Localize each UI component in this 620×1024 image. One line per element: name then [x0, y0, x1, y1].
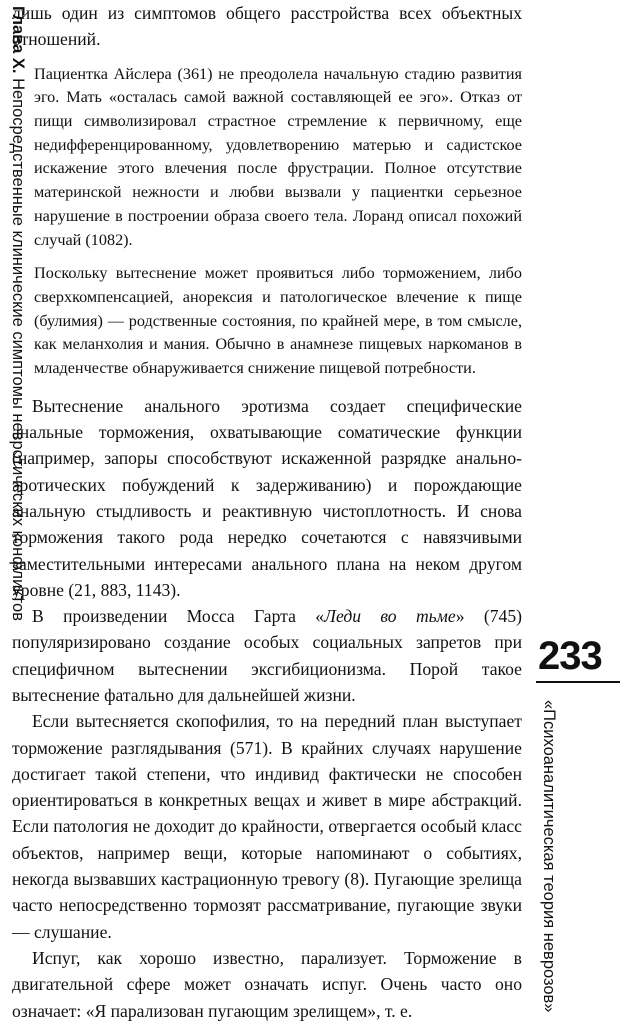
paragraph-scopophilia: Если вытесняется скопофилия, то на передний план выступает торможение разглядывания (571). В крайних случаях нарушение достигает такой степени, что индивид фактически не способен ориентироваться в конкретных вещах и живет в мире абстракций. Если патология не доходит до крайности, отвергается особый класс объектов, например вещи, которые напоминают о событиях, некогда вызвавших кастрационную тревогу (8). Пугающие зрелища часто непосредственно тормозят рассматривание, пугающие звуки — слушание. — [12, 711, 522, 942]
work-title: Леди во тьме — [324, 606, 456, 627]
running-head — [6, 6, 30, 621]
note-paragraph: Поскольку вытеснение может проявиться либо торможением, либо сверхкомпенсацией, анорексия и патологическое влечение к пище (булимия) — родственные состояния, по крайней мере, в том смысле, как меланхолия и мания. Обычно в анамнезе пищевых наркоманов в младенчестве обнаруживается снижение пищевой потребности. — [34, 264, 522, 378]
text-segment: » (745) популяризировано создание особых социальных запретов при специфичном вытеснении эксгибиционизма. Порой такое вытеснение фатально для дальнейшей жизни. — [12, 606, 522, 705]
main-text-column — [12, 0, 522, 1024]
paragraph-anal-inhibitions: Вытеснение анального эротизма создает специфические анальные торможения, охватывающие соматические функции (например, запоры способствуют искаженной разрядке анально-эротических побуждений к задерживанию) и порождающие анальную стыдливость и реактивную чистоплотность. И снова торможения такого рода нередко сочетаются с навязчивыми заместительными интересами анального плана на неком другом уровне (21, 883, 1143). — [12, 395, 522, 600]
page-number: 233 — [538, 634, 602, 678]
paragraph-exhibitionism — [12, 603, 522, 708]
case-example-paragraph: Пациентка Айслера (361) не преодолела начальную стадию развития эго. Мать «осталась самой важной составляющей ее эго». Отказ от пищи символизировал страстное стремление к первичному, еще недифференцированному, удовлетворению матерью и садистское искажение этого влечения после фрустрации. Полное отсутствие материнской нежности и любви вызвали у пациентки серьезное нарушение в построении образа своего тела. Лоранд описал похожий случай (1082). — [34, 64, 522, 249]
book-title: «Психоаналитическая теория неврозов» — [540, 700, 558, 1013]
chapter-label: Глава X. — [9, 6, 27, 74]
paragraph-fright: Испуг, как хорошо известно, парализует. Торможение в двигательной сфере может означать испуг. Очень часто оно означает: «Я парализован пугающим зрелищем», т. е. — [12, 947, 522, 1021]
chapter-title: Непосредственные клинические симптомы невротических конфликтов — [9, 78, 27, 621]
page-number-rule — [536, 681, 620, 683]
paragraph-continuation: лишь один из симптомов общего расстройства всех объектных отношений. — [12, 3, 522, 50]
text-segment: В произведении Мосса Гарта « — [32, 606, 325, 627]
